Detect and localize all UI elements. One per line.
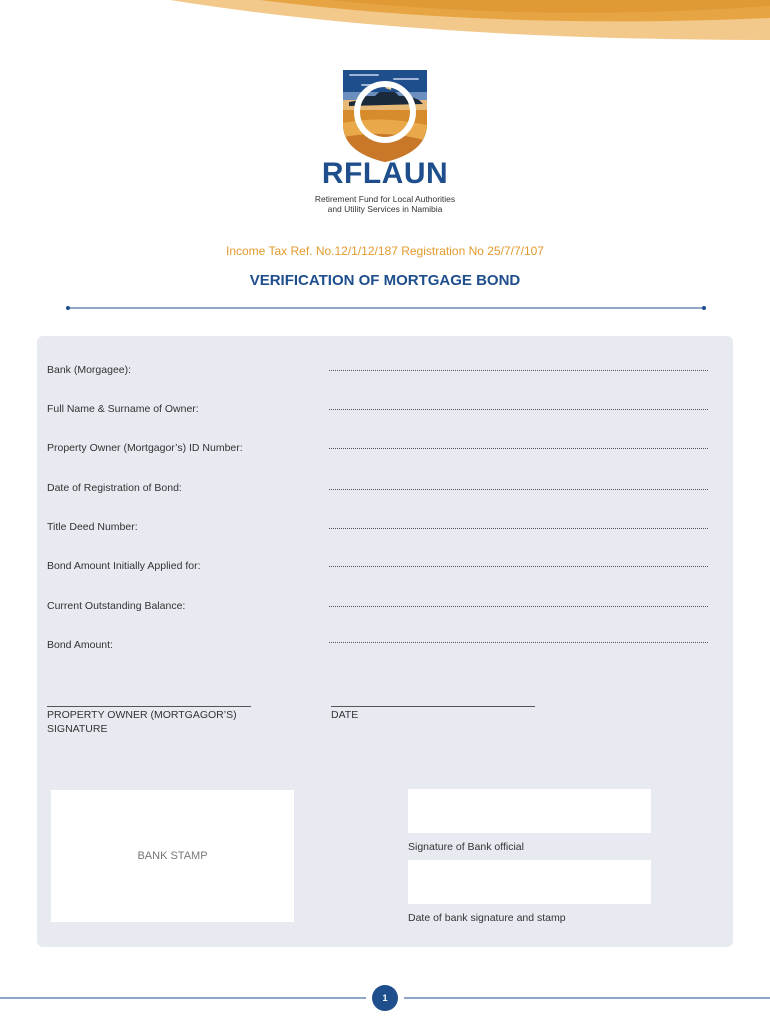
field-input-bond-amount[interactable] (329, 642, 708, 643)
bank-official-signature-box[interactable] (408, 789, 651, 833)
field-label-registration-date: Date of Registration of Bond: (47, 482, 182, 494)
page-number: 1 (382, 993, 388, 1003)
document-title: VERIFICATION OF MORTGAGE BOND (249, 272, 521, 289)
field-label-outstanding-balance: Current Outstanding Balance: (47, 600, 186, 612)
field-label-owner-name: Full Name & Surname of Owner: (47, 403, 199, 415)
field-input-owner-name[interactable] (329, 409, 708, 410)
field-input-outstanding-balance[interactable] (329, 606, 708, 607)
field-label-bank: Bank (Morgagee): (47, 364, 132, 376)
tax-reference: Income Tax Ref. No.12/1/12/187 Registration No 25/7/7/107 (226, 244, 544, 258)
owner-signature-label-line1: PROPERTY OWNER (MORTGAGOR’S) (47, 709, 237, 721)
date-label: DATE (331, 709, 359, 721)
organization-name-line1: Retirement Fund for Local Authorities (314, 194, 456, 204)
field-label-bond-amount: Bond Amount: (47, 639, 113, 651)
field-input-bank[interactable] (329, 370, 708, 371)
rflaun-logo-emblem (339, 66, 431, 164)
field-label-title-deed: Title Deed Number: (47, 521, 138, 533)
owner-signature-line[interactable] (47, 706, 251, 707)
organization-name-line2: and Utility Services in Namibia (327, 204, 443, 214)
field-input-initial-bond-amount[interactable] (329, 566, 708, 567)
bank-signature-date-label: Date of bank signature and stamp (408, 912, 566, 924)
field-label-initial-bond-amount: Bond Amount Initially Applied for: (47, 560, 201, 572)
field-label-owner-id: Property Owner (Mortgagor’s) ID Number: (47, 442, 243, 454)
owner-signature-label-line2: SIGNATURE (47, 723, 108, 735)
field-input-registration-date[interactable] (329, 489, 708, 490)
page-number-badge (372, 985, 398, 1011)
bank-signature-date-box[interactable] (408, 860, 651, 904)
bank-official-signature-label: Signature of Bank official (408, 841, 524, 853)
header-swoosh-decoration (0, 0, 770, 60)
organization-acronym: RFLAUN (321, 157, 449, 190)
date-signature-line[interactable] (331, 706, 535, 707)
title-divider (66, 304, 706, 312)
field-input-owner-id[interactable] (329, 448, 708, 449)
bank-stamp-label: BANK STAMP (137, 850, 208, 862)
field-input-title-deed[interactable] (329, 528, 708, 529)
